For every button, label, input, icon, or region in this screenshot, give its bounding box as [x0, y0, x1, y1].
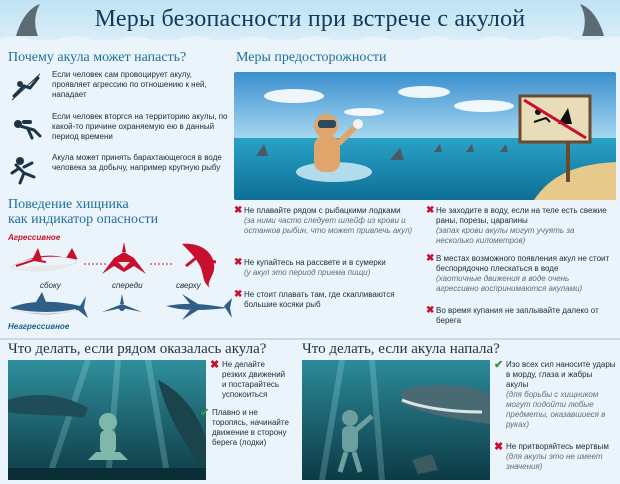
section-divider — [0, 338, 620, 340]
cross-icon: ✖ — [210, 359, 220, 371]
tip-note: (для борьбы с хищником могут подойти любые предметы, оказавшиеся в руках) — [506, 390, 606, 429]
red-shark-front-icon — [102, 242, 146, 274]
header — [0, 0, 620, 40]
why-text: Если человек вторгся на территорию акулы, по какой-то причине охраняемую ею в данный период времени — [52, 112, 228, 141]
cross-icon: ✖ — [426, 205, 435, 216]
why-item — [8, 153, 230, 193]
attack-tip — [494, 442, 616, 472]
precaution-note: (запах крови акулы могут учуять за несколько километров) — [436, 226, 575, 245]
cross-icon: ✖ — [494, 441, 504, 453]
precaution-text: Не заходите в воду, если на теле есть свежие раны, порезы, царапины — [436, 206, 607, 225]
precaution-item — [234, 258, 422, 278]
precaution-text: Не плавайте рядом с рыбацкими лодками — [244, 206, 401, 215]
precautions-heading: Меры предосторожности — [236, 50, 387, 65]
header-wave — [0, 34, 620, 44]
cross-icon: ✖ — [426, 253, 435, 264]
beach-scene — [234, 72, 616, 200]
aggressive-label: Агрессивное — [8, 233, 61, 242]
red-shark-side-icon — [10, 248, 80, 271]
attack-heading: Что делать, если акула напала? — [302, 341, 500, 357]
cross-icon: ✖ — [234, 257, 243, 268]
tip-text: Плавно и не торопясь, начинайте движение в сторону берега (лодки) — [212, 408, 289, 447]
blue-shark-top-icon — [166, 294, 232, 320]
check-icon: ✔ — [200, 407, 210, 419]
behavior-heading-line2: как индикатор опасности — [8, 212, 159, 227]
why-item — [8, 70, 230, 110]
precaution-text: Не купайтесь на рассвете и в сумерки — [244, 258, 386, 267]
tip-text: Изо всех сил наносите удары в морду, глаза и жабры акулы — [506, 360, 616, 389]
attack-tip — [494, 360, 616, 430]
cross-icon: ✖ — [234, 205, 243, 216]
scuba-diver-icon — [10, 114, 44, 144]
underwater-calm-scene — [8, 360, 206, 480]
underwater-attack-scene — [302, 360, 490, 480]
spearfisher-icon — [10, 72, 44, 102]
tip-text: Не притворяйтесь мертвым — [506, 442, 609, 451]
precaution-note: (у акул это период приема пищи) — [244, 268, 371, 277]
behavior-heading-line1: Поведение хищника — [8, 197, 129, 212]
shark-fin-icon — [578, 2, 606, 36]
precaution-item — [234, 206, 422, 236]
tip-text: Не делайте резких движений и постарайтесь успокоиться — [222, 360, 286, 399]
cross-icon: ✖ — [426, 305, 435, 316]
non-aggressive-sharks — [6, 292, 232, 322]
view-label-top: сверху — [176, 281, 201, 290]
cross-icon: ✖ — [234, 289, 243, 300]
why-text: Акула может принять барахтающегося в воде человека за добычу, например крупную рыбу — [52, 153, 222, 172]
page-title: Меры безопасности при встрече с акулой — [94, 6, 526, 32]
precaution-item — [426, 254, 614, 294]
precaution-note: (хаотичные движения в воде очень агрессивно воспринимаются акулами) — [436, 274, 583, 293]
blue-shark-side-icon — [10, 292, 88, 318]
precaution-item — [426, 206, 614, 246]
view-label-front: спереди — [112, 281, 143, 290]
view-label-side: сбоку — [40, 281, 61, 290]
precaution-text: Во время купания не заплывайте далеко от берега — [436, 306, 599, 325]
tip-note: (для акулы это не имеет значения) — [506, 452, 603, 471]
swimmer-icon — [10, 155, 44, 185]
check-icon: ✔ — [494, 359, 504, 371]
precaution-text: В местах возможного появления акул не стоит беспорядочно плескаться в воде — [436, 254, 610, 273]
blue-shark-front-icon — [102, 294, 142, 312]
why-text: Если человек сам провоцирует акулу, проявляет агрессию по отношению к ней, нападает — [52, 70, 207, 99]
precaution-text: Не стоит плавать там, где скапливаются большие косяки рыб — [244, 290, 395, 309]
near-heading: Что делать, если рядом оказалась акула? — [8, 341, 267, 357]
why-item — [8, 112, 230, 152]
precaution-note: (за ними часто следует шлейф из крови и останков рыбин, что может привлечь акул) — [244, 216, 413, 235]
precaution-item — [426, 306, 614, 326]
precaution-item — [234, 290, 422, 310]
non-aggressive-label: Неагрессивное — [8, 322, 70, 331]
why-heading: Почему акула может напасть? — [8, 50, 187, 65]
near-tip — [200, 408, 290, 448]
near-tip — [210, 360, 290, 400]
